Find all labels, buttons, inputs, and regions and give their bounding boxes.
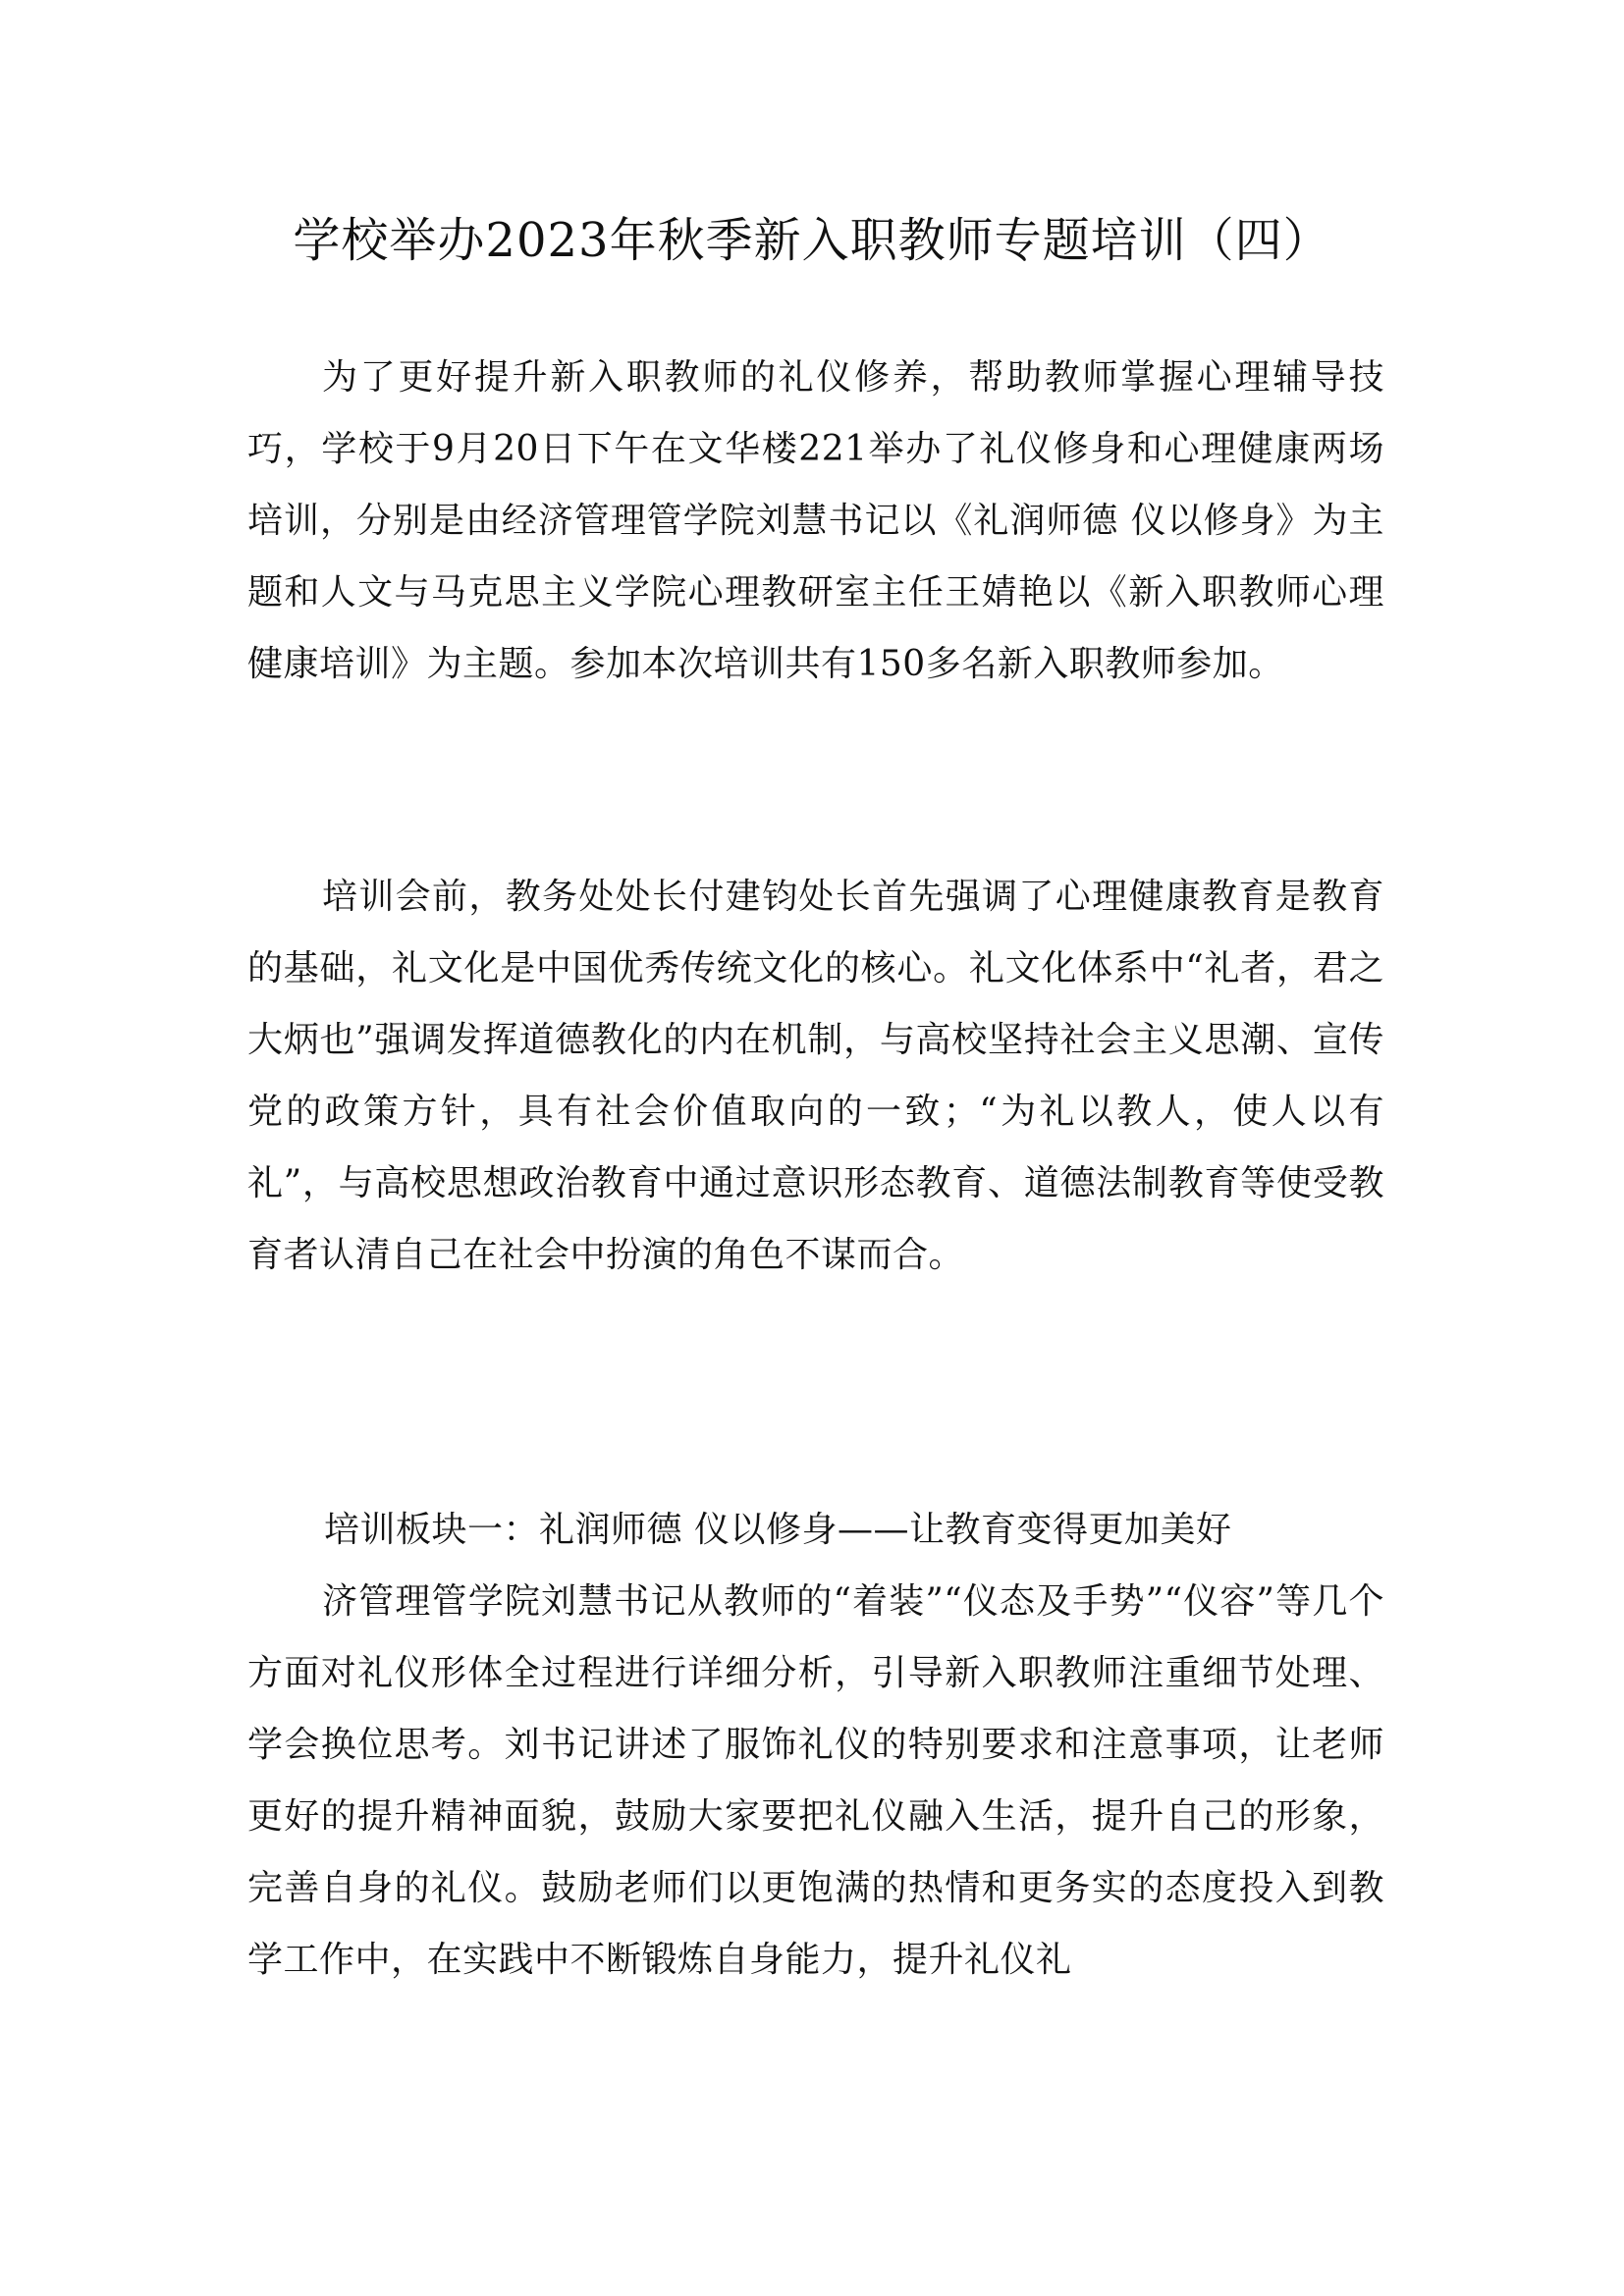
opening-remarks-paragraph: 培训会前，教务处处长付建钧处长首先强调了心理健康教育是教育的基础，礼文化是中国优秀传统文化的核心。礼文化体系中“礼者，君之大炳也”强调发挥道德教化的内在机制，与高校坚持社会主义思潮、宣传党的政策方针，具有社会价值取向的一致；“为礼以教人，使人以有礼”，与高校思想政治教育中通过意识形态教育、道德法制教育等使受教育者认清自己在社会中扮演的角色不谋而合。 (247, 877, 1384, 1275)
document-title: 学校举办2023年秋季新入职教师专题培训（四） (293, 213, 1331, 268)
intro-paragraph: 为了更好提升新入职教师的礼仪修养，帮助教师掌握心理辅导技巧，学校于9月20日下午在文华楼221举办了礼仪修身和心理健康两场培训，分别是由经济管理管学院刘慧书记以《礼润师德 仪以修身》为主题和人文与马克思主义学院心理教研室主任王婧艳以《新入职教师心理健康培训》为主题。参加本次培训共有150多名新入职教师参加。 (247, 357, 1384, 684)
section-heading-module-one: 培训板块一：礼润师德 仪以修身——让教育变得更加美好 (324, 1510, 1232, 1550)
module-one-paragraph: 济管理管学院刘慧书记从教师的“着装”“仪态及手势”“仪容”等几个方面对礼仪形体全过程进行详细分析，引导新入职教师注重细节处理、学会换位思考。刘书记讲述了服饰礼仪的特别要求和注意事项，让老师更好的提升精神面貌，鼓励大家要把礼仪融入生活，提升自己的形象，完善自身的礼仪。鼓励老师们以更饱满的热情和更务实的态度投入到教学工作中，在实践中不断锻炼自身能力，提升礼仪礼 (247, 1581, 1384, 1980)
